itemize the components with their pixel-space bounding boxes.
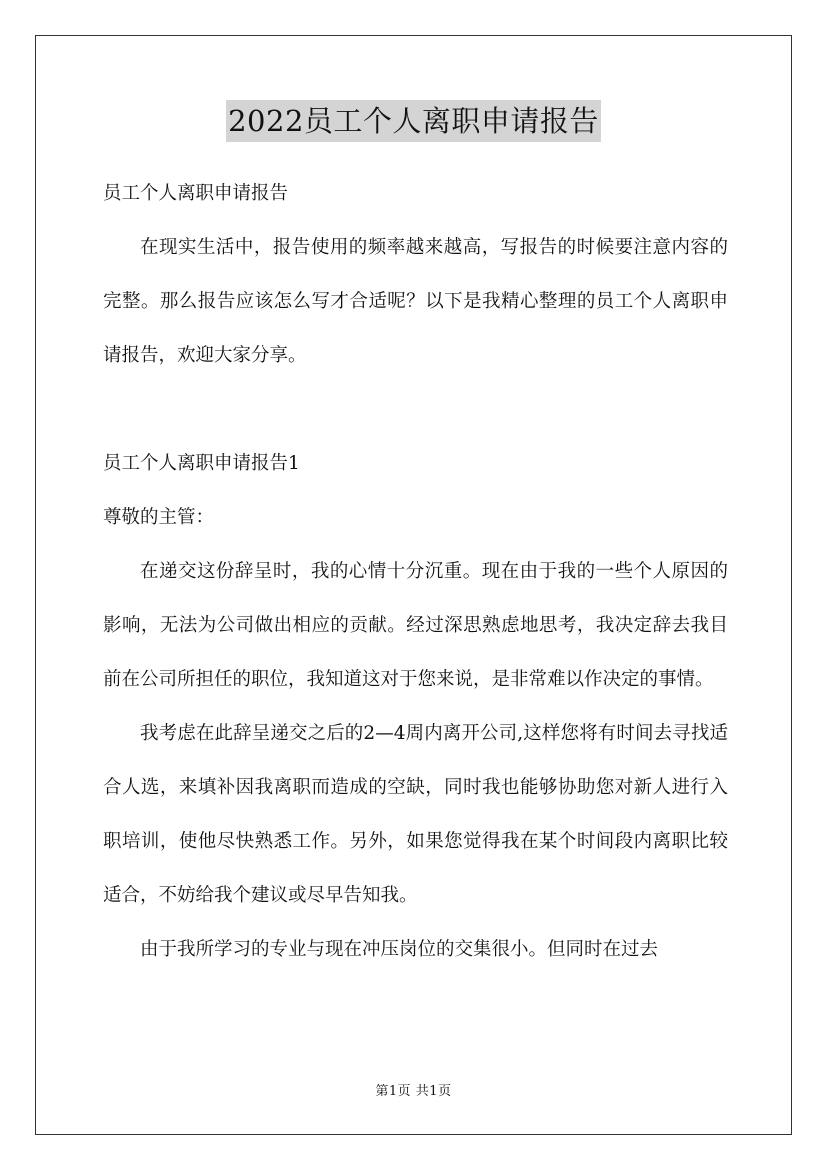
page-footer	[0, 1083, 827, 1101]
body-paragraph-1: 在递交这份辞呈时，我的心情十分沉重。现在由于我的一些个人原因的影响，无法为公司做出相应的贡献。经过深思熟虑地思考，我决定辞去我目前在公司所担任的职位，我知道这对于您来说，是非常难以作决定的事情。	[103, 561, 728, 690]
blank-line	[103, 383, 728, 437]
salutation: 尊敬的主管：	[103, 507, 215, 528]
page-number: 第1页 共1页	[375, 1084, 452, 1099]
intro-heading: 员工个人离职申请报告	[103, 183, 289, 204]
document-title: 2022员工个人离职申请报告	[226, 100, 601, 142]
body-paragraph-3: 由于我所学习的专业与现在冲压岗位的交集很小。但同时在过去	[140, 939, 659, 960]
document-body	[103, 167, 728, 977]
body-paragraph-2: 我考虑在此辞呈递交之后的2—4周内离开公司,这样您将有时间去寻找适合人选，来填补因我离职而造成的空缺，同时我也能够协助您对新人进行入职培训，使他尽快熟悉工作。另外，如果您觉得我在某个时间段内离职比较适合，不妨给我个建议或尽早告知我。	[103, 723, 728, 906]
intro-paragraph: 在现实生活中，报告使用的频率越来越高，写报告的时候要注意内容的完整。那么报告应该怎么写才合适呢？以下是我精心整理的员工个人离职申请报告，欢迎大家分享。	[103, 237, 728, 366]
section-heading: 员工个人离职申请报告1	[103, 453, 300, 474]
title-container	[0, 100, 827, 142]
